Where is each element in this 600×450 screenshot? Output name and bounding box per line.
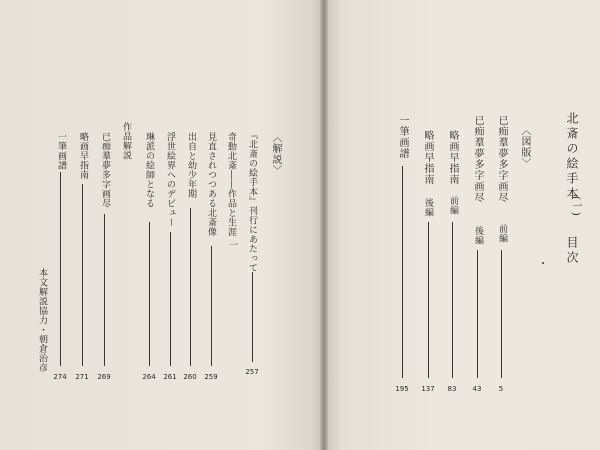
commentary-entry-1-title: 『北斎の絵手本』刊行にあたって (247, 130, 257, 273)
commentary-entry-8-title: 已痴羣夢多字画尽 (100, 132, 110, 208)
leader-line (60, 172, 61, 366)
leader-line (501, 250, 502, 378)
commentary-entry-10-title: 一筆画譜 (56, 132, 66, 170)
plate-entry-2-title: 已痴羣夢多字画尽 (472, 115, 483, 203)
plate-entry-5-title: 一筆画譜 (397, 115, 408, 159)
leader-line (82, 184, 83, 366)
commentary-entry-3-title: 見直されつつある北斎像 (206, 132, 216, 237)
commentary-entry-8-page: 269 (97, 373, 111, 381)
plate-entry-3-page: 83 (447, 385, 457, 393)
leader-line (452, 222, 453, 378)
commentary-entry-6-page: 264 (142, 373, 156, 381)
leader-line (428, 222, 429, 378)
section-label-commentary: 〈解説〉 (270, 132, 281, 176)
plate-entry-4-note: 後編 (423, 198, 433, 217)
commentary-entry-9-title: 略画早指南 (78, 132, 88, 180)
leader-line (211, 246, 212, 366)
leader-line (149, 222, 150, 366)
book-title: 北斎の絵手本 (565, 112, 579, 202)
right-page (326, 0, 600, 450)
commentary-entry-9-page: 271 (75, 373, 89, 381)
leader-line (190, 208, 191, 366)
leader-line (104, 214, 105, 366)
commentary-entry-4-title: 出自と幼少年期 (186, 132, 196, 199)
book-gutter (320, 0, 328, 450)
plate-entry-4-page: 137 (421, 385, 435, 393)
plate-entry-4-title: 略画早指南 (422, 130, 433, 185)
commentary-entry-1-page: 257 (245, 368, 259, 376)
commentary-entry-5-page: 261 (163, 373, 177, 381)
volume-mark: (一) (570, 196, 581, 217)
commentary-entry-2-title: 奇動北斎――作品と生涯 (226, 132, 236, 237)
commentary-entry-10-page: 274 (53, 373, 67, 381)
commentary-entry-3-page: 259 (204, 373, 218, 381)
plate-entry-3-note: 前編 (448, 196, 458, 215)
contents-heading: 目次 (565, 236, 579, 266)
plate-entry-2-page: 43 (472, 385, 482, 393)
commentary-entry-7-title: 作品解説 (121, 122, 131, 160)
credit-line: 本文解説協力・朝倉治彦 (37, 268, 47, 373)
decorative-dot (542, 262, 544, 264)
leader-line (477, 250, 478, 378)
plate-entry-2-note: 後編 (473, 226, 483, 245)
section-label-plates: 〈図版〉 (519, 125, 530, 169)
leader-line (170, 232, 171, 366)
commentary-entry-6-title: 琳派の絵師となる (144, 132, 154, 208)
commentary-entry-4-page: 260 (183, 373, 197, 381)
plate-entry-1-note: 前編 (497, 224, 507, 243)
plate-entry-5-page: 195 (395, 385, 409, 393)
leader-line (402, 166, 403, 378)
plate-entry-1-page: 5 (498, 385, 504, 393)
commentary-entry-5-title: 浮世絵界へのデビュー (165, 132, 175, 227)
plate-entry-1-title: 已痴羣夢多字画尽 (496, 115, 507, 203)
commentary-entry-2-note: 一 (227, 240, 237, 250)
leader-line (252, 272, 253, 362)
plate-entry-3-title: 略画早指南 (447, 130, 458, 185)
